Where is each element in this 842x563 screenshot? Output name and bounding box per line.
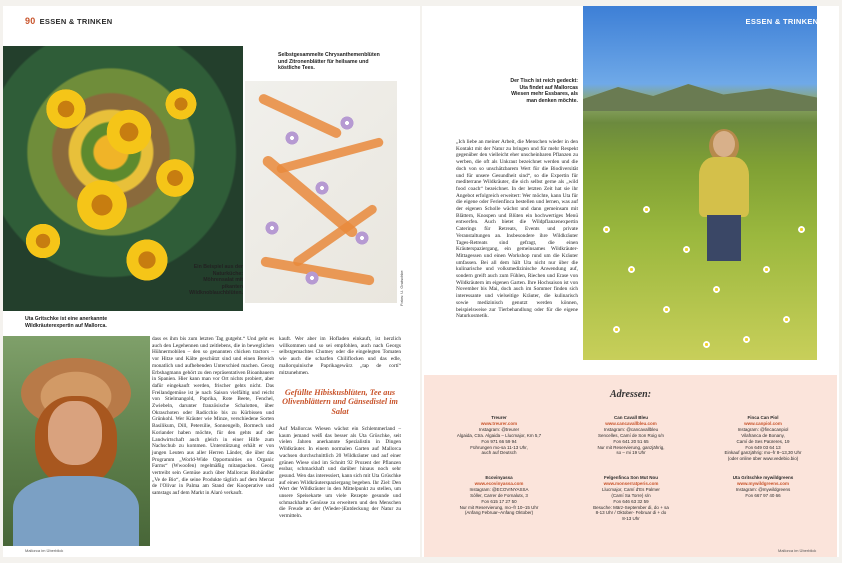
body-text: Auf Mallorcas Wiesen wächst ein Schlemmerland – kaum jemand weiß das besser als Uta Grüschke, seit vielen Jahren anerkannte Spezialistin in Dingen Wildkräuter. In einem normalen Garten auf Mallorca wachsen durchschnittlich 20 Wildkräuter und auf einer grünen Wiese sind im Schnitt 92 Prozent der Pflanzen essbar, schmackhaft und darüber hinaus noch sehr gesund. Wen das interessiert, kann sich mit Uta Grüschke auf einen Wildkräuterspaziergang begeben. Ihr Ziel: Den Wert der Wildkräuter in den Mittelpunkt zu stellen, um unsere Speisekarte um viele Rezepte gesunde und schmackhafte Genüsse zu erweitern und den Menschen die Freude an der (Wieder-)Entdeckung der Natur zu vermitteln.: [279, 426, 401, 520]
photo-credit: Fotos: U. Grutschke: [399, 270, 404, 306]
left-page: [3, 6, 420, 557]
section-label-left: ESSEN & TRINKEN: [39, 17, 113, 26]
page-number-left: 90: [25, 16, 36, 26]
left-folio: [25, 16, 112, 26]
address-can-cavall-bleu: Can Cavall Bleu www.cancavallbleu.com Instagram: @cancavallbleu Sencelles, Camí de Son Roig s/n Fon 641 20 51 65 Nur mit Reservierung, ganzjährig, so – mi 19 Uhr: [568, 415, 694, 456]
body-text: „Ich liebe an meiner Arbeit, die Menschen wieder in den Kontakt mit der Natur zu bringen und für mehr Respekt gegenüber den vielleicht eher unscheinbaren Pflanzen zu werben, die oft als Unkraut bezeichnet werden und die doch von so unschätzbarem Wert für die Biodiversität und für unsere Gesundheit sind“, so die Expertin für mediterrane Wildkräuter, die sich selbst gerne als „wild food coach“ bezeichnet. In der letzten Zeit hat sie ihr Angebot erfolgreich erweitert: Wer möchte, kann Uta für die eigene oder Ferienfinca bestellen und lernen, was auf der eigenen Scholle wächst und dann gemeinsam mit Blättern, Knospen und Blüten ein hochwertiges Menü entwerfen. Auch bietet die Wildpflanzenexpertin Caterings für Retreats, Events und private Veranstaltungen an. Insbesondere ihre Wildkräuter Tages-Retreats sind gefragt, die einen Kräuterspaziergang, ein gemeinsames Wildkräuter-Mittagessen und einen Workshop rund um die Kräuter umfassen. Bei all dem hält Uta nicht nur über die kulinarische und volksmedizinische Anwendung auf, sondern greift auch zum Fühlen, Riechen und Erase von Wildkräutern im eigenen Garten. Ihre Hochsaison ist von November bis Mai, doch auch im Sommer finden sich interessante und vielseitige Kräuter, die kulinarisch sowie medizinisch genutzt werden können, beispielsweise zur Tierbehandlung oder für die eigene Naturkosmetik.: [456, 139, 578, 320]
page-number-right: 91: [822, 16, 833, 26]
address-link[interactable]: www.monserratperis.com: [603, 480, 659, 486]
right-folio: [746, 16, 833, 26]
body-text: kauft. Wer aber im Hofladen einkauft, ist herzlich willkommen und so sei empfohlen, auch nach Georgs selbstgemachtes Chutney oder die eingelegten Tomaten wie auch die scharfen Chiliflocken und das edle, mallorquinische Paprikagewürz „tap de cortí“ mitzunehmen.: [279, 336, 401, 376]
addresses-title: Adressen:: [609, 389, 652, 400]
address-mywildgreens: Uta Gritschke mywildgreens www.mywildgreens.com Instagram: @mywildgreens Fon 667 97 40 66: [700, 475, 826, 499]
footer-left: Mallorca im Überblick: [25, 548, 64, 553]
body-column-2b: [279, 426, 401, 520]
address-son-mut-nou: Felgenfinca Son Mut Nou www.monserratperis.com Llucmajor, Camí d'Es Palmer (Camí Sa Torre) s/n Fon 646 63 32 59 Besuche: März-September di, do + sa 8-13 Uhr / Oktober- Februar di + do 8-13 Uhr: [568, 475, 694, 522]
body-text: dass es ihm bis zum letzten Tag gutgeht.“ Und geht es auch den Legehennen und zeitlebens, die in beweglichen Hühnermobilen – den so genannten chicken tractors – vor Hitze und Kälte geschützt sind und einen Bereich monatlich und aufhebenden Unterschied machen. Georg Erbshagmann gehört zu den repräsentativen Bioanbauern in Spanien. Hier kann man vor Ort nichts probiert, aber dafür eingekauft werden, frischer gehts nicht. Das Freilandgemüse ist je nach Saison vielfältig und reicht von Stielmangold, Paprika, Rote Beete, Fenchel, Zwiebeln, darunter französische Schalotten, über Okraschoten oder Radicchio bis zu Kürbissen und Grünkohl. Wer Kräuter wie Minze, verschiedene Sorten Basilikum, Dill, Petersilie, Sonnengelb, Bormech und Koriander haben möchte, für den gehts auf der Landwirtschaft auch gleich in einer Hilfe zum Nachschub zu kommen. Unterstützung erhält er von jungen Leuten aus aller Herren Länder, die über das Programm „World-Wide Opportunities on Organic Farms“ (Wwoofen) regelmäßig mitanpacken. Georg vertreibt sein Gemüse auch über Mallorcas Biohändler „Ve de Bio“, die seine Produkte täglich auf dem Mercat de l'Olivar in Palma am Stand der Kooperative und samstags auf dem Markt in Alaró verkauft.: [152, 336, 274, 497]
address-link[interactable]: www.cancavallbleu.com: [605, 420, 657, 426]
carrot-salad-photo: [245, 81, 397, 303]
address-treurer: Treurer www.treurer.com Instagram: @treurer Algaida, Ctra. Algaida – Llucmajor, Km 5,7 Fon 971 66 59 94 Führungen mo-sa 11-13 Uhr, auch auf Deutsch: [436, 415, 562, 456]
address-link[interactable]: www.treurer.com: [480, 420, 518, 426]
footer-right: Mallorca im Überblick: [778, 548, 817, 553]
body-column-right: [456, 139, 578, 320]
addresses-box: [424, 375, 837, 557]
address-link[interactable]: www.canpiol.com: [744, 420, 782, 426]
meadow-photo: [583, 6, 817, 360]
address-finca-can-piol: Finca Can Piol www.canpiol.com Instagram: @fincacanpiol Vilafranca de Bonany, Camí de Ses Paüreres, 19 Fon 649 03 64 13 Einkauf ganzjährig: mo–fr 8–13,30 Uhr (oder online über www.vedebio.bio): [700, 415, 826, 462]
section-label-right: ESSEN & TRINKEN: [745, 17, 819, 26]
caption-table: Der Tisch ist reich gedeckt: Uta findet auf Mallorcas Wiesen mehr Essbares, als man denken möchte.: [510, 78, 578, 104]
address-link[interactable]: www.ecovinyassa.com: [474, 480, 524, 486]
caption-chrysanthemum: Selbstgesammelte Chrysanthemenblüten und Zitronenblätter für heilsame und köstliche Tees.: [278, 52, 380, 71]
pull-quote: Gefüllte Hibiskusblüten, Tee aus Olivenblättern und Gänsedistel im Salat: [282, 388, 398, 416]
right-page: [422, 6, 839, 557]
body-column-2a: [279, 336, 401, 376]
body-column-1: [152, 336, 274, 497]
portrait-photo: [3, 336, 150, 546]
caption-portrait: Uta Gritschke ist eine anerkannte Wildkräuterexpertin auf Mallorca.: [25, 316, 108, 329]
address-link[interactable]: www.mywildgreens.com: [736, 480, 790, 486]
caption-salad: Ein Beispiel aus der Naturküche: Möhrensalat mit pikanten Wildknoblauchblüten.: [189, 264, 243, 296]
address-ecovinyassa: Ecovinyassa www.ecovinyassa.com Instagram: @ECOVINYASSA Sóller, Carrer de Fornalutx, 3 Fon 615 17 27 50 Nur mit Reservierung, mo–fr 10–15 Uhr (Anfang Februar–Anfang Oktober): [436, 475, 562, 516]
